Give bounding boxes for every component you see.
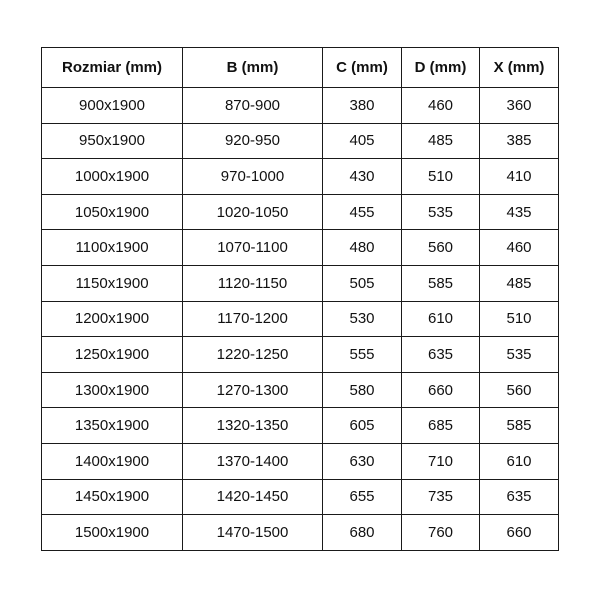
cell-x: 385 (480, 123, 559, 159)
cell-b: 970-1000 (183, 159, 323, 195)
cell-d: 610 (402, 301, 480, 337)
cell-d: 710 (402, 443, 480, 479)
cell-d: 685 (402, 408, 480, 444)
cell-c: 405 (323, 123, 402, 159)
cell-x: 435 (480, 194, 559, 230)
header-rozmiar: Rozmiar (mm) (42, 48, 183, 88)
table-row (42, 515, 559, 551)
table-row (42, 443, 559, 479)
table-row (42, 123, 559, 159)
cell-d: 535 (402, 194, 480, 230)
table-row (42, 337, 559, 373)
cell-rozmiar: 1350x1900 (42, 408, 183, 444)
cell-c: 580 (323, 372, 402, 408)
dimensions-table-container (41, 47, 558, 551)
cell-c: 505 (323, 265, 402, 301)
cell-d: 460 (402, 88, 480, 124)
cell-x: 585 (480, 408, 559, 444)
cell-x: 360 (480, 88, 559, 124)
table-row (42, 194, 559, 230)
header-x: X (mm) (480, 48, 559, 88)
cell-d: 585 (402, 265, 480, 301)
cell-c: 655 (323, 479, 402, 515)
cell-x: 410 (480, 159, 559, 195)
table-row (42, 265, 559, 301)
dimensions-table (41, 47, 559, 551)
cell-c: 430 (323, 159, 402, 195)
cell-c: 680 (323, 515, 402, 551)
table-header (42, 48, 559, 88)
cell-d: 485 (402, 123, 480, 159)
table-body (42, 88, 559, 551)
cell-b: 1220-1250 (183, 337, 323, 373)
cell-rozmiar: 1050x1900 (42, 194, 183, 230)
cell-b: 1120-1150 (183, 265, 323, 301)
table-row (42, 301, 559, 337)
cell-b: 1170-1200 (183, 301, 323, 337)
cell-x: 535 (480, 337, 559, 373)
cell-c: 530 (323, 301, 402, 337)
cell-x: 635 (480, 479, 559, 515)
table-row (42, 88, 559, 124)
cell-c: 480 (323, 230, 402, 266)
table-row (42, 372, 559, 408)
cell-x: 460 (480, 230, 559, 266)
header-c: C (mm) (323, 48, 402, 88)
cell-x: 510 (480, 301, 559, 337)
cell-c: 630 (323, 443, 402, 479)
cell-b: 1420-1450 (183, 479, 323, 515)
table-row (42, 479, 559, 515)
cell-b: 1470-1500 (183, 515, 323, 551)
cell-c: 555 (323, 337, 402, 373)
cell-rozmiar: 1200x1900 (42, 301, 183, 337)
cell-b: 1070-1100 (183, 230, 323, 266)
cell-c: 380 (323, 88, 402, 124)
cell-c: 455 (323, 194, 402, 230)
cell-d: 760 (402, 515, 480, 551)
cell-d: 635 (402, 337, 480, 373)
cell-d: 735 (402, 479, 480, 515)
header-d: D (mm) (402, 48, 480, 88)
table-row (42, 408, 559, 444)
table-row (42, 159, 559, 195)
cell-d: 510 (402, 159, 480, 195)
table-row (42, 230, 559, 266)
cell-rozmiar: 1300x1900 (42, 372, 183, 408)
cell-rozmiar: 1450x1900 (42, 479, 183, 515)
cell-rozmiar: 1150x1900 (42, 265, 183, 301)
header-b: B (mm) (183, 48, 323, 88)
cell-b: 1270-1300 (183, 372, 323, 408)
cell-rozmiar: 1250x1900 (42, 337, 183, 373)
cell-rozmiar: 900x1900 (42, 88, 183, 124)
cell-x: 610 (480, 443, 559, 479)
header-row (42, 48, 559, 88)
cell-b: 1320-1350 (183, 408, 323, 444)
cell-rozmiar: 1500x1900 (42, 515, 183, 551)
cell-b: 870-900 (183, 88, 323, 124)
cell-b: 1370-1400 (183, 443, 323, 479)
cell-rozmiar: 1000x1900 (42, 159, 183, 195)
cell-x: 660 (480, 515, 559, 551)
cell-b: 1020-1050 (183, 194, 323, 230)
cell-rozmiar: 1400x1900 (42, 443, 183, 479)
cell-d: 560 (402, 230, 480, 266)
cell-c: 605 (323, 408, 402, 444)
cell-d: 660 (402, 372, 480, 408)
cell-rozmiar: 950x1900 (42, 123, 183, 159)
cell-x: 560 (480, 372, 559, 408)
cell-rozmiar: 1100x1900 (42, 230, 183, 266)
cell-b: 920-950 (183, 123, 323, 159)
cell-x: 485 (480, 265, 559, 301)
